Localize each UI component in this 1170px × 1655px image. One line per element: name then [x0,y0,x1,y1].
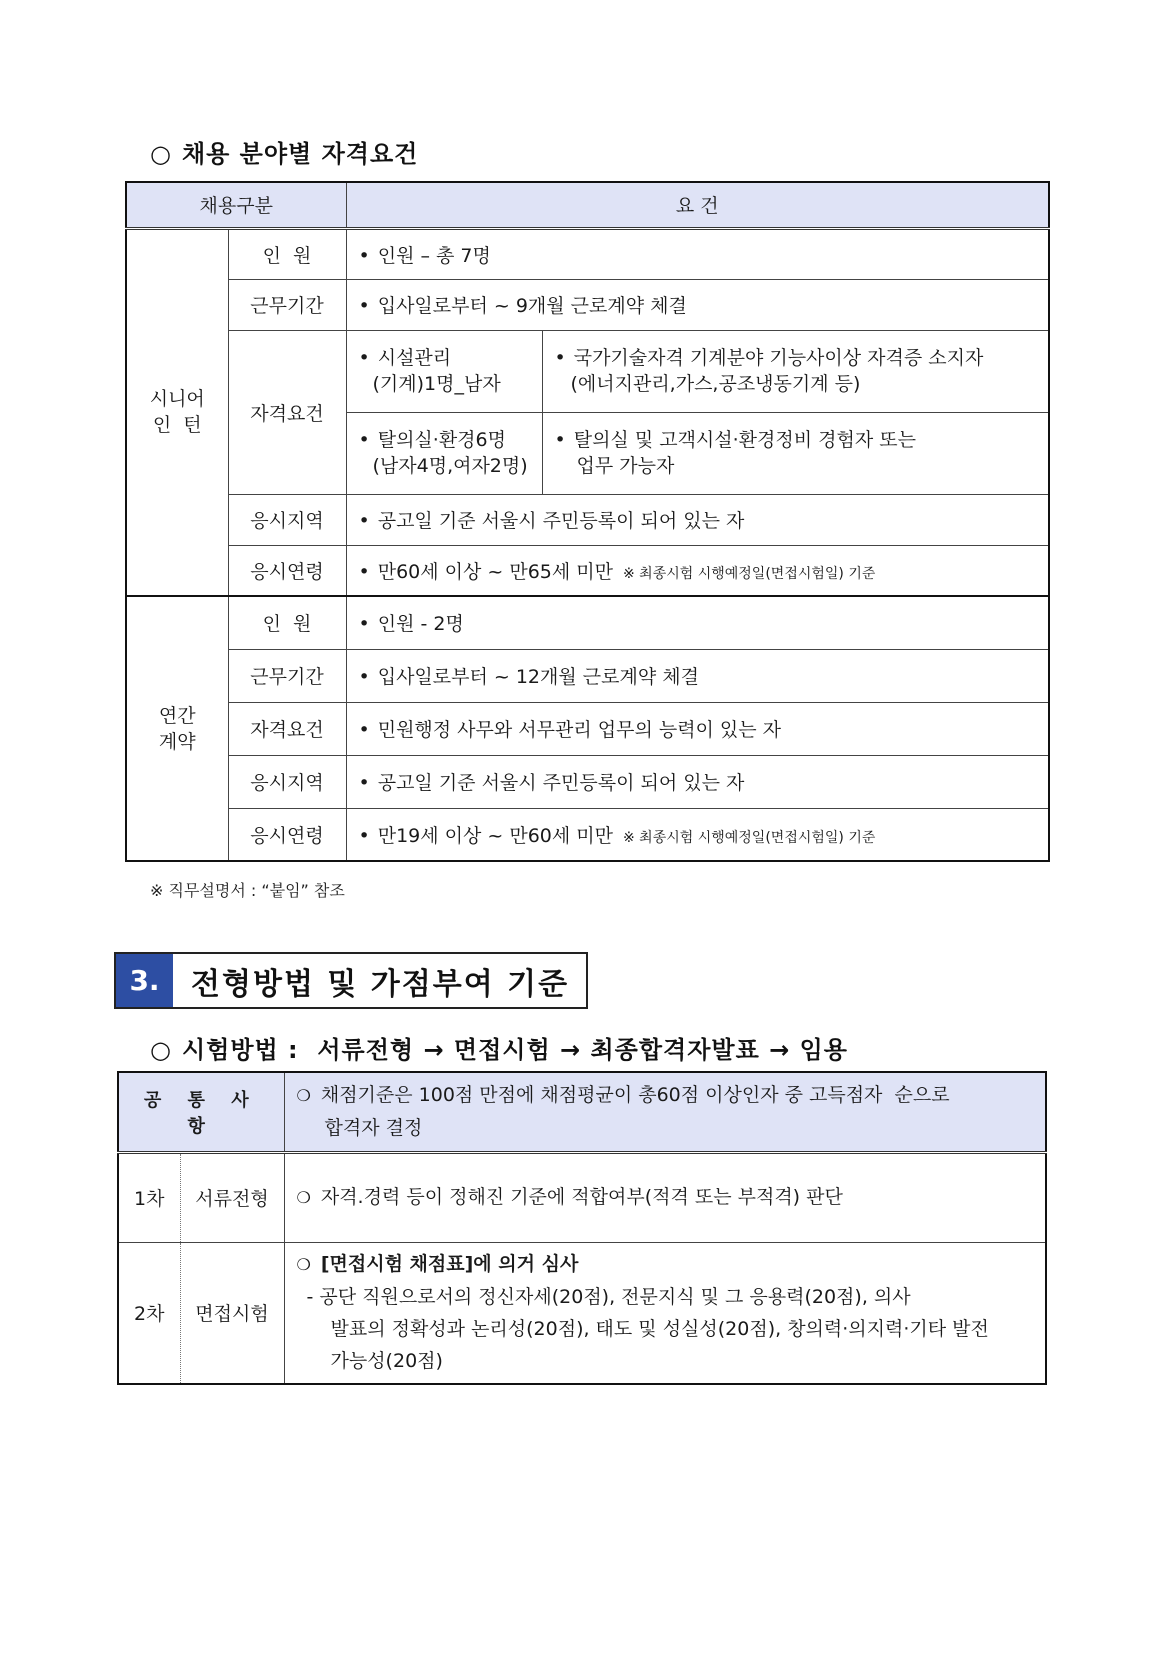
stage-name: 면접시험 [180,1242,284,1384]
row-label-qualification: 자격요건 [228,330,346,494]
requirement-facility: • 국가기술자격 기계분야 기능사이상 자격증 소지자 (에너지관리,가스,공조냉동기계 등) [542,330,1049,412]
stage-row-interview [118,1242,1046,1384]
bullet-icon: • [358,244,370,267]
bullet-icon: • [554,347,566,369]
row-value-age: • 만19세 이상 ~ 만60세 미만 ※ 최종시험 시행예정일(면접시험일) 기준 [346,808,1049,861]
group-senior-intern [126,228,228,596]
stage-row-document [118,1152,1046,1242]
row-label-region: 응시지역 [228,755,346,808]
table-row [126,808,1049,861]
table-row [126,330,1049,412]
row-value-qualification: • 민원행정 사무와 서무관리 업무의 능력이 있는 자 [346,702,1049,755]
table-row [126,279,1049,330]
section-number: 3. [116,954,173,1007]
row-value-headcount: • 인원 - 2명 [346,596,1049,649]
hollow-circle-bullet-icon: ❍ [296,1255,311,1275]
section-3-heading [114,952,588,1009]
stage-name: 서류전형 [180,1152,284,1242]
stage-content: ❍ [면접시험 채점표]에 의거 심사 - 공단 직원으로서의 정신자세(20점), 전문지식 및 그 응용력(20점), 의사 발표의 정확성과 논리성(20점), 태도 및 성실성(20점), 창의력·의지력·기타 발전 가능성(20점) [284,1242,1046,1384]
selection-method-table [117,1071,1047,1385]
row-value-region: • 공고일 기준 서울시 주민등록이 되어 있는 자 [346,755,1049,808]
footnote-job-description: ※ 직무설명서 : “붙임” 참조 [150,881,345,900]
row-label-age: 응시연령 [228,545,346,596]
row-label-headcount: 인 원 [228,228,346,279]
stage-number: 1차 [118,1152,180,1242]
table-row [126,596,1049,649]
requirement-locker-environment: • 탈의실 및 고객시설·환경정비 경험자 또는 업무 가능자 [542,412,1049,494]
row-label-period: 근무기간 [228,279,346,330]
bullet-icon: • [358,772,370,794]
table-row [126,702,1049,755]
table-row [126,494,1049,545]
table-row [126,755,1049,808]
qualifications-table [125,181,1050,862]
group-name-line2: 계약 [158,730,196,753]
exam-method-text: 시험방법 : 서류전형 → 면접시험 → 최종합격자발표 → 임용 [181,1036,848,1064]
common-criteria-row [118,1072,1046,1152]
age-note: ※ 최종시험 시행예정일(면접시험일) 기준 [622,829,876,846]
row-label-period: 근무기간 [228,649,346,702]
group-annual-contract [126,596,228,861]
position-locker-environment: • 탈의실·환경6명 (남자4명,여자2명) [346,412,542,494]
hollow-circle-bullet-icon: ❍ [296,1086,311,1106]
table-row [126,545,1049,596]
header-requirements: 요 건 [346,182,1049,228]
section-heading-qualifications [150,134,418,169]
row-value-region: • 공고일 기준 서울시 주민등록이 되어 있는 자 [346,494,1049,545]
bullet-icon: • [358,295,370,317]
row-value-headcount: • 인원 – 총 7명 [346,228,1049,279]
bullet-icon: • [554,429,566,451]
section-title: 전형방법 및 가점부여 기준 [191,966,570,1002]
table-header-row [126,182,1049,228]
exam-method-heading [150,1030,848,1065]
row-label-headcount: 인 원 [228,596,346,649]
bullet-icon: • [358,824,370,847]
row-label-age: 응시연령 [228,808,346,861]
bullet-icon: • [358,560,370,583]
age-note: ※ 최종시험 시행예정일(면접시험일) 기준 [622,565,876,582]
position-facility: • 시설관리 (기계)1명_남자 [346,330,542,412]
circle-bullet-icon: ○ [150,1036,172,1064]
bullet-icon: • [358,429,370,451]
bullet-icon: • [358,719,370,741]
row-value-period: • 입사일로부터 ~ 9개월 근로계약 체결 [346,279,1049,330]
hollow-circle-bullet-icon: ❍ [296,1188,311,1207]
row-label-qualification: 자격요건 [228,702,346,755]
circle-bullet-icon: ○ [150,140,172,168]
row-value-age: • 만60세 이상 ~ 만65세 미만 ※ 최종시험 시행예정일(면접시험일) 기준 [346,545,1049,596]
header-category: 채용구분 [126,182,346,228]
table-row [126,228,1049,279]
common-criteria-label: 공 통 사 항 [118,1072,284,1152]
bullet-icon: • [358,613,370,636]
common-criteria-content: ❍ 채점기준은 100점 만점에 채점평균이 총60점 이상인자 중 고득점자 순으로 합격자 결정 [284,1072,1046,1152]
bullet-icon: • [358,510,370,532]
group-name-line2: 인 턴 [152,414,202,437]
heading-text: 채용 분야별 자격요건 [181,140,419,168]
stage-content: ❍ 자격.경력 등이 정해진 기준에 적합여부(적격 또는 부적격) 판단 [284,1152,1046,1242]
row-label-region: 응시지역 [228,494,346,545]
stage-number: 2차 [118,1242,180,1384]
row-value-period: • 입사일로부터 ~ 12개월 근로계약 체결 [346,649,1049,702]
bullet-icon: • [358,347,370,369]
table-row [126,649,1049,702]
group-name-line1: 시니어 [149,388,205,411]
group-name-line1: 연간 [158,704,196,727]
bullet-icon: • [358,666,370,688]
